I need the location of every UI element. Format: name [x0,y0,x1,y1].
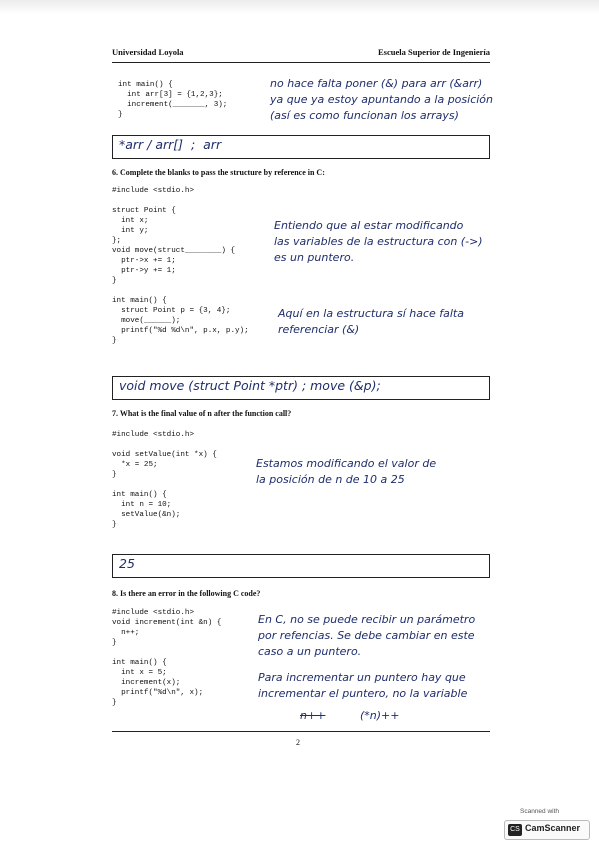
camscanner-watermark [504,808,588,840]
q5-handwritten-note: no hace falta poner (&) para arr (&arr) ya que ya estoy apuntando a la posición (así es como funcionan los arrays) [270,77,493,122]
q5-answer: *arr / arr[] ; arr [119,137,222,152]
q7-handwritten-note: Estamos modificando el valor de la posición de n de 10 a 25 [256,457,437,486]
q7-code: #include <stdio.h> void setValue(int *x) { *x = 25; } int main() { int n = 10; setValue(&n); } [112,431,217,529]
q8-handwritten-note-2: Para incrementar un puntero hay que incrementar el puntero, no la variable [258,671,468,700]
q6-title: 6. Complete the blanks to pass the structure by reference in C: [112,168,325,177]
camscanner-icon: CS [508,824,522,836]
q7-title: 7. What is the final value of n after the function call? [112,409,292,418]
q6-handwritten-note-2: Aquí en la estructura sí hace falta referenciar (&) [278,307,464,336]
q8-struck-expression: n++ [300,709,326,722]
q6-answer-box [112,376,490,400]
page-number: 2 [296,738,300,747]
q7-answer-box [112,554,490,578]
camscanner-logo [504,820,590,840]
camscanner-brand: CamScanner [525,823,581,833]
university-name: Universidad Loyola [112,47,184,57]
q6-handwritten-note-1: Entiendo que al estar modificando las variables de la estructura con (->) es un puntero. [274,219,483,264]
school-name: Escuela Superior de Ingeniería [378,47,490,57]
footer-rule [112,731,490,732]
q5-code: int main() { int arr[3] = {1,2,3}; increment(_______, 3); } [118,81,228,119]
q5-answer-box [112,135,490,159]
q6-answer: void move (struct Point *ptr) ; move (&p); [119,378,381,393]
q8-fix-expression: (*n)++ [360,709,400,722]
scan-shadow [0,0,599,14]
page-header [112,47,490,61]
q8-code: #include <stdio.h> void increment(int &n) { n++; } int main() { int x = 5; increment(x); printf("%d\n", x); } [112,609,222,707]
header-rule [112,62,490,63]
q8-title: 8. Is there an error in the following C code? [112,589,261,598]
q8-handwritten-note-1: En C, no se puede recibir un parámetro por refencias. Se debe cambiar en este caso a un puntero. [258,613,476,658]
q6-code: #include <stdio.h> struct Point { int x; int y; }; void move(struct________) { ptr->x += 1; ptr->y += 1; } int main() { struct Point p = {3, 4}; move(______); printf("%d %d\n", p.x, p.y); } [112,187,249,345]
scanned-with-caption: Scanned with [520,808,560,815]
q7-answer: 25 [119,556,135,571]
